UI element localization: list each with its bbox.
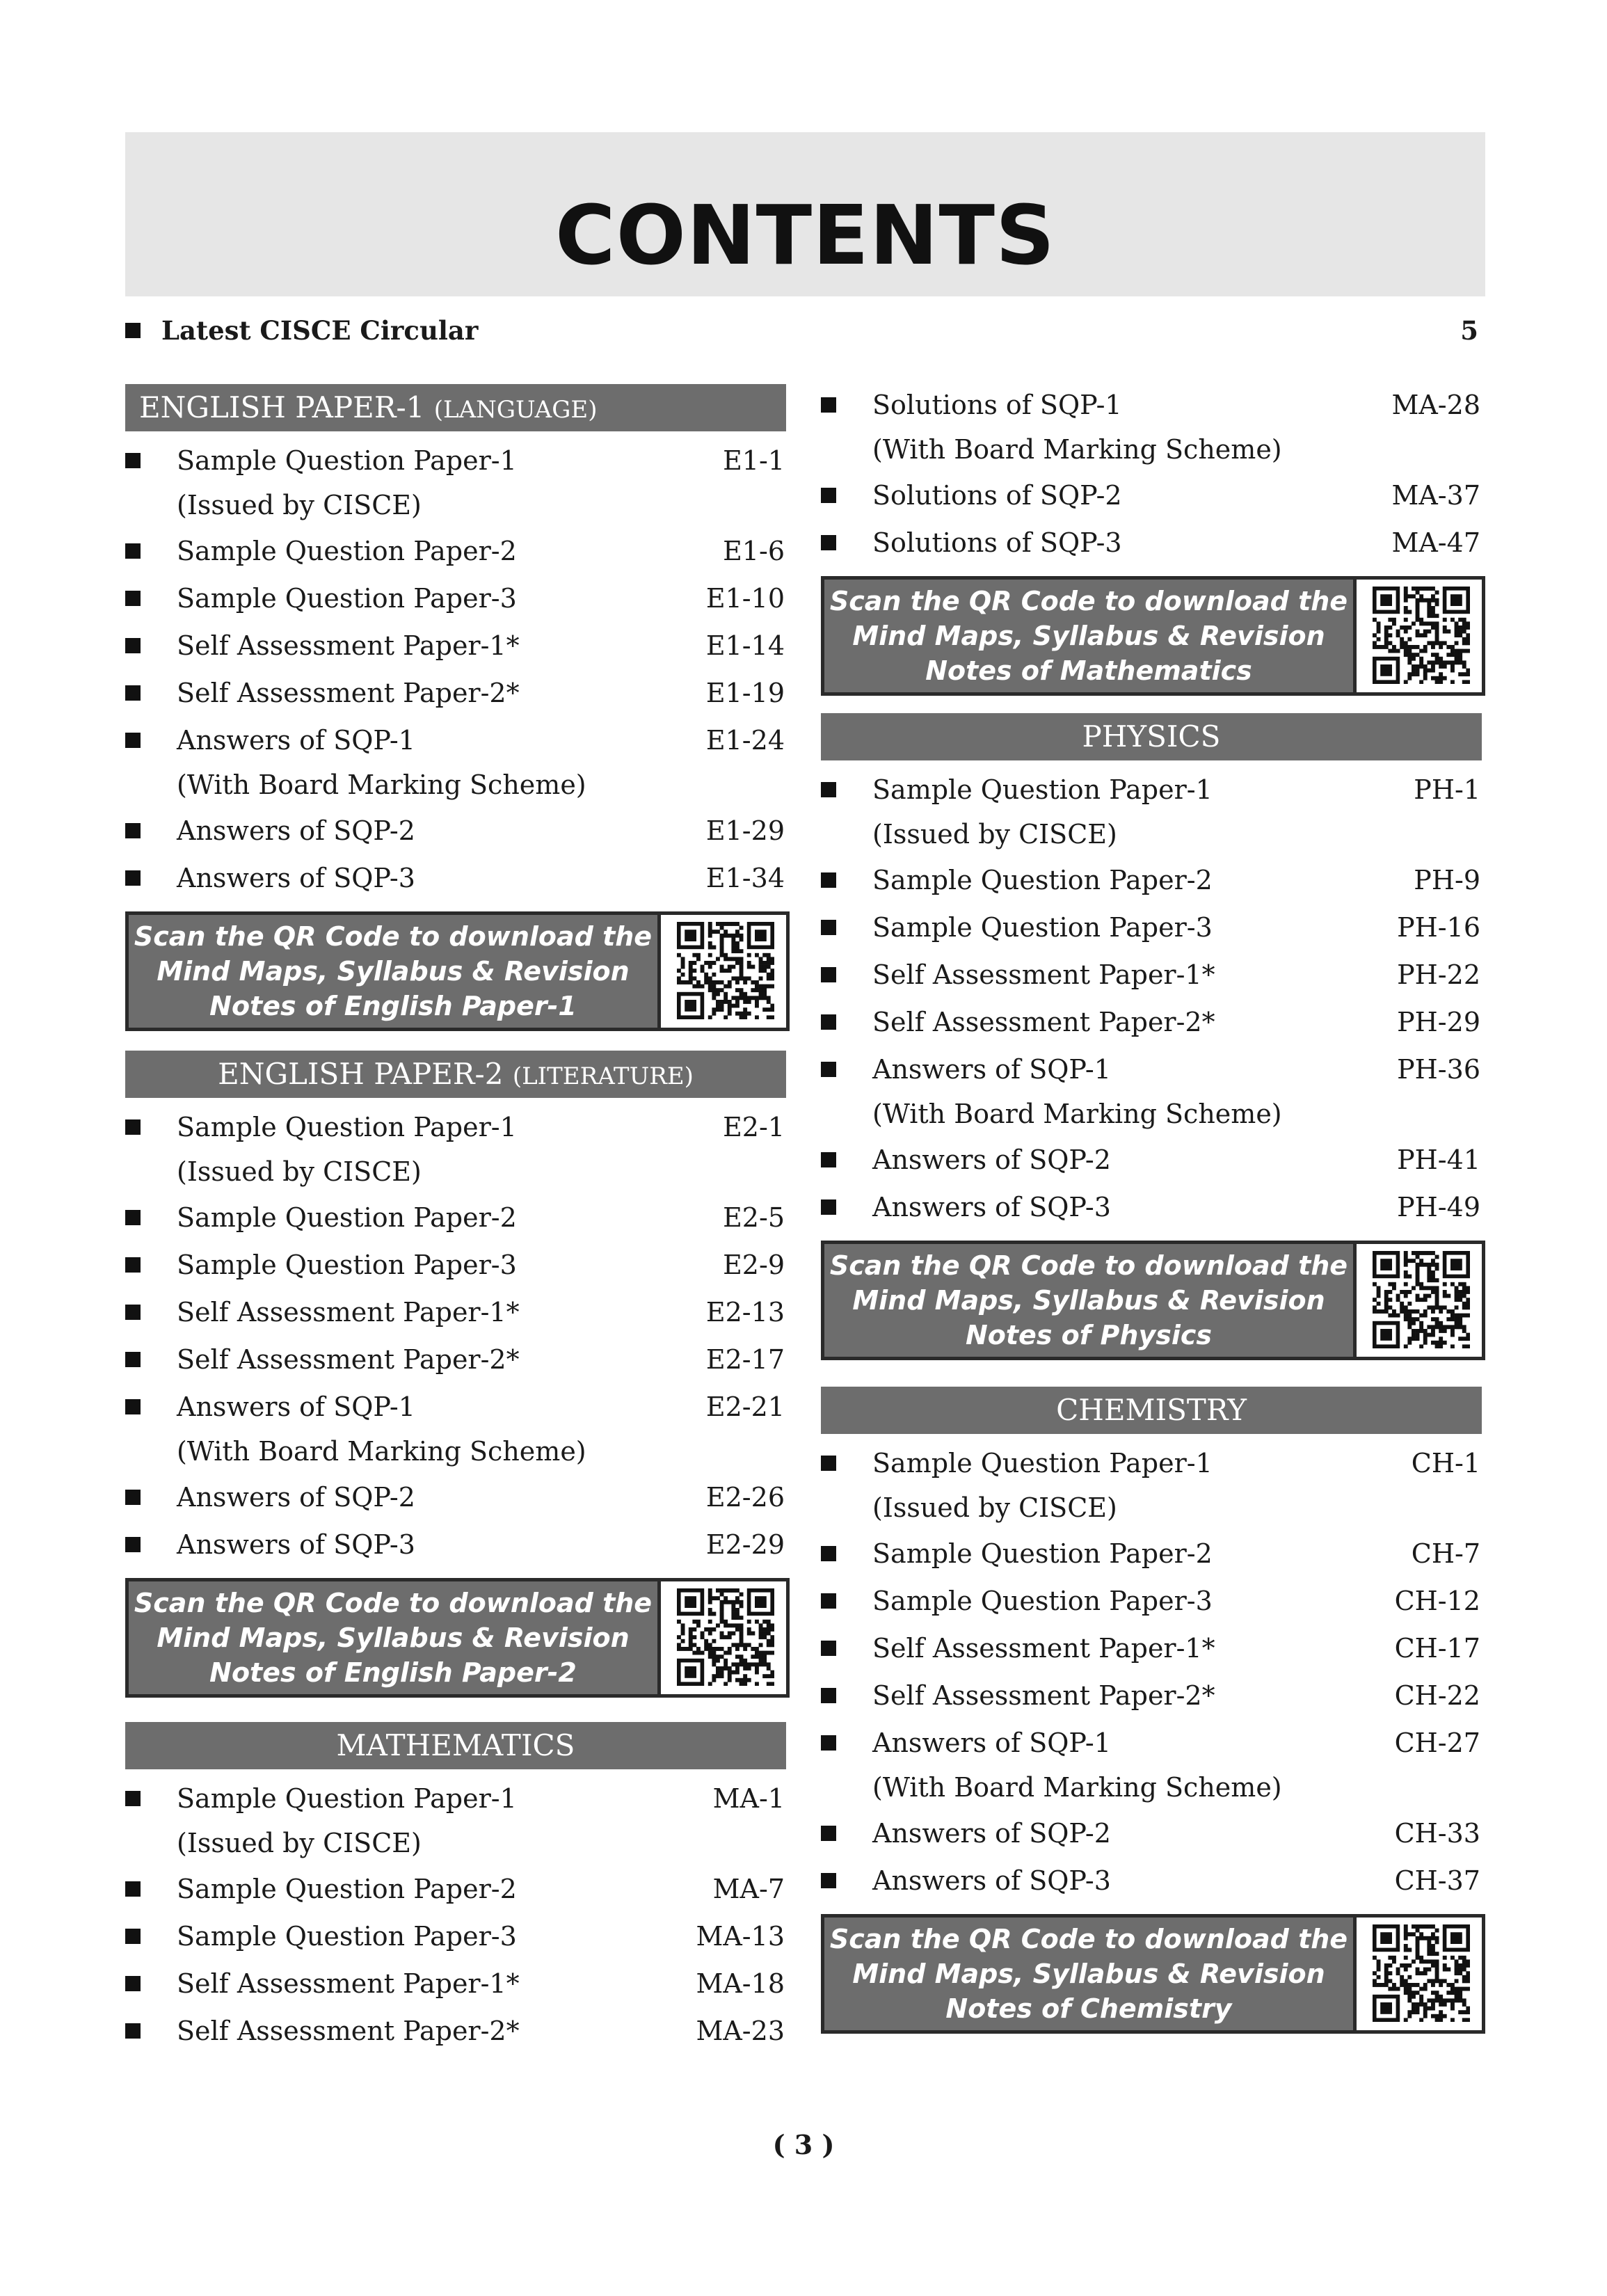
qr-download-box[interactable] bbox=[125, 911, 790, 1031]
qr-code-icon[interactable] bbox=[1353, 1244, 1482, 1357]
toc-entry-page: E2-13 bbox=[705, 1297, 785, 1328]
bullet-icon bbox=[125, 543, 141, 559]
toc-entry[interactable] bbox=[821, 1579, 1482, 1626]
bullet-icon bbox=[821, 1456, 836, 1471]
qr-caption-line: Scan the QR Code to download the bbox=[829, 586, 1348, 616]
toc-entry-label: Sample Question Paper-2 bbox=[177, 1874, 517, 1904]
toc-entry-page: E2-21 bbox=[705, 1392, 785, 1422]
toc-entry-page: PH-16 bbox=[1397, 912, 1480, 943]
toc-entry[interactable] bbox=[821, 858, 1482, 905]
bullet-icon bbox=[821, 488, 836, 503]
bullet-icon bbox=[125, 1881, 141, 1897]
toc-entry-page: MA-18 bbox=[696, 1968, 785, 1999]
toc-entry-page: CH-1 bbox=[1411, 1448, 1480, 1478]
toc-entry-page: PH-36 bbox=[1397, 1054, 1480, 1085]
toc-entry-label: Sample Question Paper-3 bbox=[177, 1250, 517, 1280]
toc-entry-label: Sample Question Paper-1 bbox=[177, 1112, 517, 1142]
toc-entry-label: Sample Question Paper-3 bbox=[872, 1586, 1213, 1616]
bullet-icon bbox=[125, 1119, 141, 1135]
qr-caption-line: Notes of English Paper-1 bbox=[209, 991, 577, 1021]
qr-code-icon[interactable] bbox=[1353, 1918, 1482, 2030]
toc-entry[interactable] bbox=[125, 438, 786, 529]
toc-entry-page: MA-1 bbox=[712, 1783, 785, 1814]
bullet-icon bbox=[125, 1399, 141, 1414]
section-mathematics bbox=[125, 1722, 793, 2056]
qr-caption bbox=[824, 1244, 1353, 1357]
qr-caption-line: Mind Maps, Syllabus & Revision bbox=[157, 1623, 630, 1653]
toc-entry[interactable] bbox=[821, 1721, 1482, 1811]
qr-caption bbox=[129, 915, 657, 1028]
toc-entry-note: (Issued by CISCE) bbox=[177, 490, 422, 520]
toc-entry-page: MA-28 bbox=[1391, 390, 1480, 420]
toc-entry-label: Self Assessment Paper-1* bbox=[177, 630, 520, 661]
toc-list bbox=[821, 1441, 1489, 2034]
toc-entry-page: MA-23 bbox=[696, 2016, 785, 2046]
toc-entry-label: Answers of SQP-2 bbox=[872, 1145, 1111, 1175]
bullet-icon bbox=[821, 872, 836, 888]
section-english-paper-1 bbox=[125, 384, 793, 1031]
toc-entry[interactable] bbox=[821, 1047, 1482, 1138]
toc-list bbox=[821, 767, 1489, 1360]
section-heading bbox=[821, 713, 1482, 760]
toc-entry-page: CH-33 bbox=[1394, 1818, 1480, 1849]
toc-entry-label: Answers of SQP-1 bbox=[177, 725, 415, 756]
qr-code-icon[interactable] bbox=[657, 1581, 786, 1694]
toc-entry-page: E1-10 bbox=[705, 583, 785, 614]
qr-caption-line: Notes of Chemistry bbox=[945, 1993, 1232, 2024]
toc-list bbox=[125, 1776, 793, 2056]
toc-entry-page: PH-22 bbox=[1397, 959, 1480, 990]
toc-entry-page: PH-49 bbox=[1397, 1192, 1480, 1222]
toc-entry-label: Sample Question Paper-2 bbox=[177, 536, 517, 566]
toc-entry[interactable] bbox=[125, 718, 786, 808]
toc-entry-label: Self Assessment Paper-1* bbox=[872, 1633, 1215, 1664]
qr-download-box[interactable] bbox=[821, 576, 1485, 696]
toc-entry[interactable] bbox=[125, 1867, 786, 1914]
toc-entry[interactable] bbox=[821, 767, 1482, 858]
qr-caption bbox=[824, 580, 1353, 692]
bullet-icon bbox=[125, 823, 141, 838]
qr-download-box[interactable] bbox=[821, 1241, 1485, 1360]
qr-caption bbox=[129, 1581, 657, 1694]
toc-entry[interactable] bbox=[125, 1961, 786, 2009]
toc-entry-page: E2-26 bbox=[705, 1482, 785, 1513]
toc-entry[interactable] bbox=[125, 2009, 786, 2056]
toc-entry-page: E2-29 bbox=[705, 1529, 785, 1560]
toc-entry-note: (Issued by CISCE) bbox=[872, 1492, 1117, 1523]
qr-caption-line: Notes of Mathematics bbox=[925, 655, 1252, 686]
toc-entry-note: (With Board Marking Scheme) bbox=[872, 434, 1282, 465]
bullet-icon bbox=[125, 638, 141, 653]
toc-entry[interactable] bbox=[821, 383, 1482, 473]
section-heading bbox=[821, 1387, 1482, 1434]
toc-entry-label: Answers of SQP-1 bbox=[872, 1728, 1111, 1758]
toc-entry-label: Answers of SQP-1 bbox=[177, 1392, 415, 1422]
toc-entry-note: (With Board Marking Scheme) bbox=[872, 1099, 1282, 1129]
toc-entry-label: Answers of SQP-3 bbox=[177, 1529, 415, 1560]
toc-entry[interactable] bbox=[125, 671, 786, 718]
bullet-icon bbox=[125, 733, 141, 748]
toc-entry[interactable] bbox=[821, 473, 1482, 520]
section-heading-text: CHEMISTRY bbox=[1056, 1393, 1247, 1427]
toc-entry[interactable] bbox=[125, 576, 786, 623]
bullet-icon bbox=[125, 1210, 141, 1225]
bullet-icon bbox=[125, 1537, 141, 1552]
toc-entry[interactable] bbox=[821, 1673, 1482, 1721]
toc-entry[interactable] bbox=[125, 623, 786, 671]
section-heading-text: ENGLISH PAPER-2 bbox=[218, 1057, 504, 1091]
toc-entry-page: CH-17 bbox=[1394, 1633, 1480, 1664]
toc-entry[interactable] bbox=[821, 1858, 1482, 1906]
toc-entry-page: PH-9 bbox=[1414, 865, 1480, 895]
toc-entry[interactable] bbox=[821, 1185, 1482, 1232]
toc-entry-label: Solutions of SQP-1 bbox=[872, 390, 1122, 420]
toc-entry[interactable] bbox=[125, 529, 786, 576]
toc-entry[interactable] bbox=[125, 1195, 786, 1243]
bullet-icon bbox=[125, 1352, 141, 1367]
bullet-icon bbox=[125, 1791, 141, 1806]
qr-caption-line: Mind Maps, Syllabus & Revision bbox=[852, 1285, 1325, 1316]
toc-entry-page: CH-37 bbox=[1394, 1865, 1480, 1896]
bullet-icon bbox=[821, 535, 836, 550]
toc-entry-label: Self Assessment Paper-2* bbox=[177, 2016, 520, 2046]
toc-entry-page: E2-5 bbox=[723, 1202, 785, 1233]
toc-entry[interactable] bbox=[125, 1290, 786, 1337]
toc-entry-note: (Issued by CISCE) bbox=[177, 1156, 422, 1187]
toc-entry[interactable] bbox=[125, 1105, 786, 1195]
bullet-icon bbox=[821, 1014, 836, 1030]
toc-entry-page: E1-24 bbox=[705, 725, 785, 756]
qr-caption-line: Mind Maps, Syllabus & Revision bbox=[852, 1959, 1325, 1989]
toc-entry-note: (Issued by CISCE) bbox=[872, 819, 1117, 850]
bullet-icon bbox=[821, 1873, 836, 1888]
qr-code-icon[interactable] bbox=[1353, 580, 1482, 692]
toc-list bbox=[125, 438, 793, 1031]
toc-entry[interactable] bbox=[821, 1441, 1482, 1531]
toc-entry-label: Sample Question Paper-1 bbox=[177, 445, 517, 476]
bullet-icon bbox=[125, 685, 141, 701]
section-heading-sub: (LITERATURE) bbox=[512, 1062, 694, 1090]
toc-entry[interactable] bbox=[125, 856, 786, 903]
bullet-icon bbox=[821, 1546, 836, 1561]
toc-entry-label: Sample Question Paper-1 bbox=[872, 774, 1213, 805]
qr-caption bbox=[824, 1918, 1353, 2030]
bullet-icon bbox=[821, 1152, 836, 1167]
qr-caption-line: Mind Maps, Syllabus & Revision bbox=[157, 956, 630, 987]
toc-entry[interactable] bbox=[821, 952, 1482, 1000]
toc-list bbox=[821, 383, 1489, 696]
bullet-icon bbox=[125, 453, 141, 468]
toc-entry[interactable] bbox=[821, 1000, 1482, 1047]
toc-entry-label: Self Assessment Paper-1* bbox=[177, 1968, 520, 1999]
toc-entry[interactable] bbox=[821, 905, 1482, 952]
circular-page: 5 bbox=[1460, 315, 1478, 346]
toc-entry-page: CH-22 bbox=[1394, 1680, 1480, 1711]
bullet-icon bbox=[821, 782, 836, 797]
bullet-icon bbox=[125, 870, 141, 886]
bullet-icon bbox=[125, 1305, 141, 1320]
toc-entry-page: MA-37 bbox=[1391, 480, 1480, 511]
toc-entry-note: (With Board Marking Scheme) bbox=[177, 1436, 586, 1467]
toc-entry-page: E1-34 bbox=[705, 863, 785, 893]
bullet-icon bbox=[821, 1593, 836, 1609]
toc-entry[interactable] bbox=[125, 1385, 786, 1475]
toc-entry-page: CH-12 bbox=[1394, 1586, 1480, 1616]
toc-entry[interactable] bbox=[821, 520, 1482, 568]
toc-entry[interactable] bbox=[125, 808, 786, 856]
section-chemistry bbox=[821, 1387, 1489, 2034]
toc-entry-page: MA-47 bbox=[1391, 527, 1480, 558]
toc-entry-page: E1-14 bbox=[705, 630, 785, 661]
bullet-icon bbox=[821, 1062, 836, 1077]
toc-entry-page: E1-6 bbox=[723, 536, 785, 566]
toc-entry-page: E2-17 bbox=[705, 1344, 785, 1375]
toc-entry-label: Sample Question Paper-1 bbox=[872, 1448, 1213, 1478]
section-english-paper-2 bbox=[125, 1051, 793, 1698]
toc-entry-label: Self Assessment Paper-1* bbox=[872, 959, 1215, 990]
toc-entry-note: (Issued by CISCE) bbox=[177, 1828, 422, 1858]
bullet-icon bbox=[821, 1199, 836, 1215]
section-heading-text: MATHEMATICS bbox=[336, 1728, 575, 1762]
bullet-icon bbox=[821, 967, 836, 982]
section-physics bbox=[821, 713, 1489, 1360]
section-mathematics-continued bbox=[821, 376, 1489, 696]
toc-entry-label: Self Assessment Paper-2* bbox=[177, 1344, 520, 1375]
toc-entry-label: Answers of SQP-3 bbox=[872, 1192, 1111, 1222]
toc-entry-label: Solutions of SQP-2 bbox=[872, 480, 1122, 511]
section-heading-text: PHYSICS bbox=[1082, 719, 1221, 754]
qr-caption-line: Scan the QR Code to download the bbox=[134, 1588, 653, 1618]
toc-entry-page: E1-19 bbox=[705, 678, 785, 708]
toc-entry-label: Sample Question Paper-1 bbox=[177, 1783, 517, 1814]
title-band bbox=[125, 132, 1485, 296]
toc-entry-page: MA-13 bbox=[696, 1921, 785, 1952]
qr-caption-line: Notes of Physics bbox=[965, 1320, 1213, 1350]
toc-entry-label: Sample Question Paper-3 bbox=[177, 583, 517, 614]
toc-entry[interactable] bbox=[821, 1531, 1482, 1579]
toc-entry-label: Answers of SQP-2 bbox=[177, 1482, 415, 1513]
circular-entry[interactable] bbox=[125, 310, 1485, 351]
toc-entry-page: PH-1 bbox=[1414, 774, 1480, 805]
page-number: ( 3 ) bbox=[772, 2129, 835, 2160]
qr-caption-line: Scan the QR Code to download the bbox=[829, 1924, 1348, 1954]
bullet-icon bbox=[125, 1257, 141, 1273]
toc-entry[interactable] bbox=[821, 1138, 1482, 1185]
bullet-icon bbox=[821, 397, 836, 413]
toc-entry-page: MA-7 bbox=[712, 1874, 785, 1904]
bullet-icon bbox=[125, 1929, 141, 1944]
toc-entry-label: Answers of SQP-1 bbox=[872, 1054, 1111, 1085]
bullet-icon bbox=[125, 1976, 141, 1991]
qr-caption-line: Scan the QR Code to download the bbox=[829, 1250, 1348, 1281]
toc-entry-label: Answers of SQP-2 bbox=[177, 815, 415, 846]
toc-entry-page: E1-29 bbox=[705, 815, 785, 846]
toc-entry-page: E1-1 bbox=[723, 445, 785, 476]
bullet-icon bbox=[125, 1490, 141, 1505]
toc-entry-label: Sample Question Paper-2 bbox=[872, 865, 1213, 895]
section-heading bbox=[125, 1722, 786, 1769]
toc-entry-note: (With Board Marking Scheme) bbox=[872, 1772, 1282, 1803]
section-heading bbox=[125, 384, 786, 431]
toc-entry[interactable] bbox=[125, 1522, 786, 1570]
bullet-icon bbox=[821, 1641, 836, 1656]
toc-entry-page: CH-7 bbox=[1411, 1538, 1480, 1569]
toc-entry-page: E2-9 bbox=[723, 1250, 785, 1280]
toc-entry-page: PH-29 bbox=[1397, 1007, 1480, 1037]
section-heading-sub: (LANGUAGE) bbox=[433, 396, 598, 424]
bullet-icon bbox=[821, 920, 836, 935]
bullet-icon bbox=[821, 1826, 836, 1841]
qr-download-box[interactable] bbox=[125, 1578, 790, 1698]
toc-entry[interactable] bbox=[125, 1337, 786, 1385]
section-heading-text: ENGLISH PAPER-1 bbox=[139, 390, 425, 424]
toc-entry-label: Answers of SQP-3 bbox=[177, 863, 415, 893]
qr-caption-line: Notes of English Paper-2 bbox=[209, 1657, 577, 1688]
toc-entry-label: Sample Question Paper-2 bbox=[177, 1202, 517, 1233]
toc-entry-note: (With Board Marking Scheme) bbox=[177, 770, 586, 800]
toc-entry[interactable] bbox=[125, 1243, 786, 1290]
bullet-icon bbox=[125, 323, 141, 338]
circular-label: Latest CISCE Circular bbox=[161, 315, 479, 346]
bullet-icon bbox=[821, 1688, 836, 1703]
toc-list bbox=[125, 1105, 793, 1698]
toc-entry-label: Sample Question Paper-2 bbox=[872, 1538, 1213, 1569]
qr-download-box[interactable] bbox=[821, 1914, 1485, 2034]
toc-entry-label: Self Assessment Paper-2* bbox=[872, 1007, 1215, 1037]
toc-entry-page: E2-1 bbox=[723, 1112, 785, 1142]
toc-entry-label: Sample Question Paper-3 bbox=[177, 1921, 517, 1952]
toc-entry[interactable] bbox=[821, 1626, 1482, 1673]
toc-entry[interactable] bbox=[125, 1475, 786, 1522]
qr-caption-line: Scan the QR Code to download the bbox=[134, 921, 653, 952]
qr-code-icon[interactable] bbox=[657, 915, 786, 1028]
toc-entry-label: Solutions of SQP-3 bbox=[872, 527, 1122, 558]
bullet-icon bbox=[125, 2023, 141, 2039]
qr-caption-line: Mind Maps, Syllabus & Revision bbox=[852, 621, 1325, 651]
toc-entry-label: Self Assessment Paper-1* bbox=[177, 1297, 520, 1328]
toc-entry-page: CH-27 bbox=[1394, 1728, 1480, 1758]
bullet-icon bbox=[821, 1735, 836, 1751]
toc-entry-label: Self Assessment Paper-2* bbox=[177, 678, 520, 708]
toc-entry-label: Answers of SQP-2 bbox=[872, 1818, 1111, 1849]
bullet-icon bbox=[125, 591, 141, 606]
toc-entry-label: Answers of SQP-3 bbox=[872, 1865, 1111, 1896]
toc-entry[interactable] bbox=[125, 1914, 786, 1961]
section-heading bbox=[125, 1051, 786, 1098]
toc-entry-label: Sample Question Paper-3 bbox=[872, 912, 1213, 943]
toc-entry-label: Self Assessment Paper-2* bbox=[872, 1680, 1215, 1711]
toc-entry-page: PH-41 bbox=[1397, 1145, 1480, 1175]
page-title: CONTENTS bbox=[555, 187, 1055, 283]
toc-entry[interactable] bbox=[125, 1776, 786, 1867]
toc-entry[interactable] bbox=[821, 1811, 1482, 1858]
